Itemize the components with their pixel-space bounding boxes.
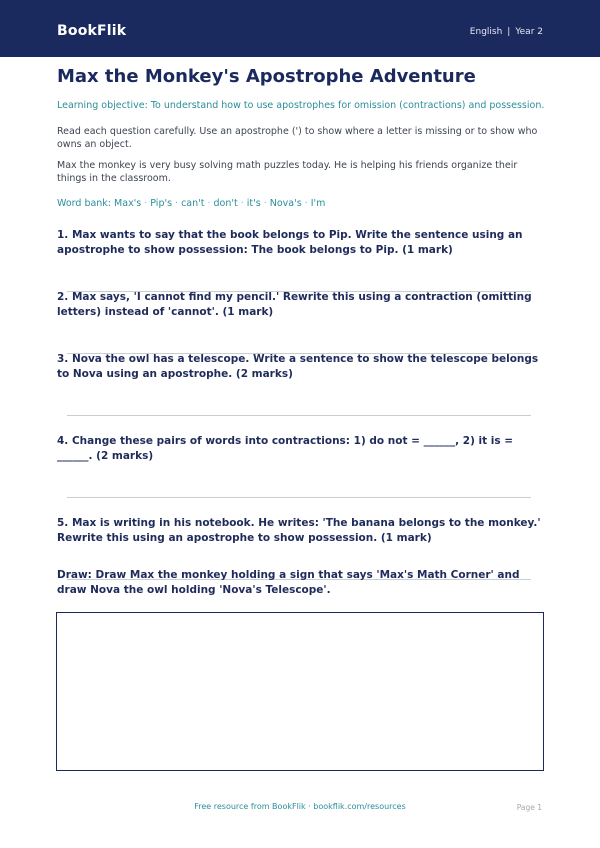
subject-label: English: [469, 27, 503, 37]
word-separator: ·: [304, 198, 308, 209]
page-number: Page 1: [516, 803, 542, 812]
word-separator: ·: [207, 198, 211, 209]
brand-logo: BookFlik: [57, 23, 127, 39]
instructions-text: Read each question carefully. Use an apostrophe (') to show where a letter is missing or to show who owns an object.: [57, 126, 538, 150]
question-2: 2. Max says, 'I cannot find my pencil.' Rewrite this using a contraction (omitting letters) instead of 'cannot'. (1 mark): [57, 291, 532, 318]
meta-separator: |: [507, 27, 511, 37]
question-5: 5. Max is writing in his notebook. He writes: 'The banana belongs to the monkey.' Rewrite this using an apostrophe to show possession. (1 mark): [57, 517, 541, 544]
page-header: [0, 0, 600, 57]
word-bank-word: don't: [213, 198, 238, 209]
word-bank-label: Word bank:: [57, 198, 112, 209]
word-bank-word: I'm: [310, 198, 326, 209]
worksheet-title: Max the Monkey's Apostrophe Adventure: [57, 66, 476, 87]
learning-objective: Learning objective: To understand how to use apostrophes for omission (contractions) and possession.: [57, 100, 545, 111]
word-separator: ·: [263, 198, 267, 209]
word-bank-word: Pip's: [150, 198, 173, 209]
question-1: 1. Max wants to say that the book belongs to Pip. Write the sentence using an apostrophe to show possession: The book belongs to Pip. (1 mark): [57, 229, 523, 256]
answer-line[interactable]: [67, 497, 531, 498]
drawing-box[interactable]: [56, 612, 544, 771]
question-3: 3. Nova the owl has a telescope. Write a sentence to show the telescope belongs to Nova using an apostrophe. (2 marks): [57, 353, 539, 380]
subject-level: [470, 27, 543, 37]
word-bank-word: Nova's: [269, 198, 302, 209]
word-separator: ·: [144, 198, 148, 209]
level-label: Year 2: [515, 27, 543, 37]
word-bank-word: it's: [246, 198, 261, 209]
word-separator: ·: [175, 198, 179, 209]
question-4: 4. Change these pairs of words into contractions: 1) do not = ______, 2) it is = ______. (2 marks): [57, 435, 514, 462]
answer-line[interactable]: [67, 415, 531, 416]
word-bank-word: can't: [181, 198, 205, 209]
word-bank-word: Max's: [114, 198, 142, 209]
word-bank: [57, 198, 325, 209]
story-text: Max the monkey is very busy solving math puzzles today. He is helping his friends organize their things in the classroom.: [57, 160, 518, 184]
word-separator: ·: [240, 198, 244, 209]
footer-credit: Free resource from BookFlik · bookflik.com/resources: [194, 802, 406, 811]
draw-task: Draw: Draw Max the monkey holding a sign that says 'Max's Math Corner' and draw Nova the owl holding 'Nova's Telescope'.: [57, 569, 520, 596]
